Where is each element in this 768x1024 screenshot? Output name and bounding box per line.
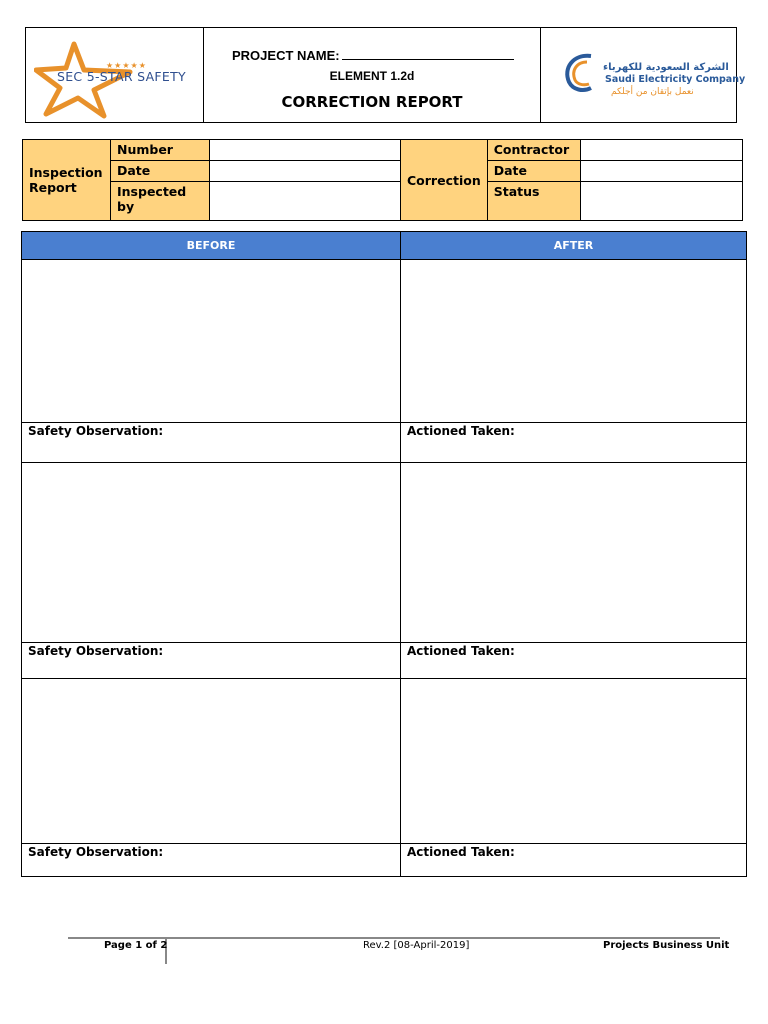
logo-arabic-text: الشركة السعودية للكهرباء: [603, 62, 729, 73]
title-block: [204, 28, 541, 122]
before-photo-area[interactable]: [22, 679, 401, 844]
inspection-report-label: Inspection Report: [23, 140, 111, 221]
logo-english-text: Saudi Electricity Company: [605, 74, 746, 85]
action-taken-field[interactable]: Actioned Taken:: [401, 844, 747, 877]
report-title: CORRECTION REPORT: [281, 93, 463, 111]
report-info-table: [22, 139, 743, 221]
logo-text: SEC 5-STAR SAFETY: [57, 69, 186, 84]
sec-swirl-icon: [561, 50, 605, 94]
inspected-by-field[interactable]: [210, 182, 401, 221]
after-header: AFTER: [401, 232, 747, 260]
project-name-label: PROJECT NAME:: [232, 48, 340, 63]
after-photo-area[interactable]: [401, 463, 747, 643]
correction-date-field[interactable]: [580, 161, 742, 182]
revision: Rev.2 [08-April-2019]: [363, 940, 470, 951]
safety-observation-field[interactable]: Safety Observation:: [22, 423, 401, 463]
after-photo-area[interactable]: [401, 260, 747, 423]
safety-observation-field[interactable]: Safety Observation:: [22, 643, 401, 679]
number-field[interactable]: [210, 140, 401, 161]
rating-stars: ★★★★★: [106, 61, 147, 70]
status-field[interactable]: [580, 182, 742, 221]
before-photo-area[interactable]: [22, 463, 401, 643]
inspected-by-label: Inspected by: [111, 182, 210, 221]
project-name: [232, 48, 514, 63]
inspection-date-field[interactable]: [210, 161, 401, 182]
correction-date-label: Date: [487, 161, 580, 182]
document-header: [25, 27, 746, 123]
business-unit: Projects Business Unit: [603, 940, 730, 951]
before-header: BEFORE: [22, 232, 401, 260]
sec-5-star-safety-logo: [26, 28, 204, 122]
saudi-electricity-logo: [541, 28, 746, 122]
status-label: Status: [487, 182, 580, 221]
logo-tagline: نعمل بإتقان من أجلكم: [611, 87, 694, 97]
action-taken-field[interactable]: Actioned Taken:: [401, 643, 747, 679]
after-photo-area[interactable]: [401, 679, 747, 844]
contractor-label: Contractor: [487, 140, 580, 161]
page-number: Page 1 of 2: [104, 940, 168, 951]
project-name-blank: [342, 49, 514, 60]
contractor-field[interactable]: [580, 140, 742, 161]
correction-label: Correction: [401, 140, 488, 221]
before-after-table: [21, 231, 747, 877]
inspection-date-label: Date: [111, 161, 210, 182]
before-photo-area[interactable]: [22, 260, 401, 423]
element-code: ELEMENT 1.2d: [329, 69, 415, 83]
number-label: Number: [111, 140, 210, 161]
action-taken-field[interactable]: Actioned Taken:: [401, 423, 747, 463]
safety-observation-field[interactable]: Safety Observation:: [22, 844, 401, 877]
